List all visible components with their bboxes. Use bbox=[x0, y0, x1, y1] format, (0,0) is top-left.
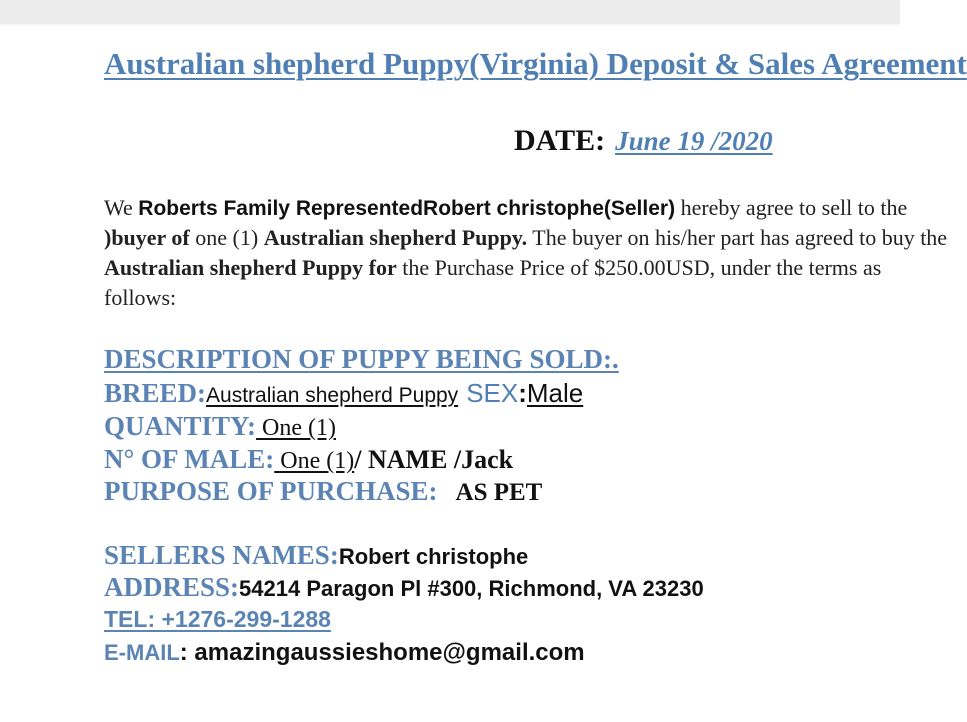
date-label: DATE: bbox=[514, 124, 606, 157]
quantity-row bbox=[104, 411, 336, 442]
description-heading: DESCRIPTION OF PUPPY BEING SOLD:. bbox=[104, 344, 619, 374]
agreement-text: one (1) bbox=[189, 225, 264, 250]
agreement-text: hereby agree to sell to the bbox=[675, 195, 908, 220]
tel-link[interactable]: TEL: +1276-299-1288 bbox=[104, 606, 331, 632]
puppy-name: / NAME /Jack bbox=[354, 445, 514, 474]
date-row bbox=[514, 124, 773, 158]
breed-value: Australian shepherd Puppy bbox=[206, 384, 459, 407]
agreement-text: Australian shepherd Puppy for bbox=[104, 255, 397, 280]
agreement-text: follows: bbox=[104, 285, 177, 310]
sellers-row bbox=[104, 540, 528, 571]
males-label: N° OF MALE: bbox=[104, 444, 275, 474]
sex-colon: : bbox=[518, 378, 527, 408]
males-value: One (1) bbox=[274, 448, 355, 474]
sex-label: SEX bbox=[466, 378, 519, 408]
purpose-row bbox=[104, 476, 542, 507]
purpose-value: AS PET bbox=[455, 479, 543, 506]
agreement-line-1 bbox=[104, 195, 907, 221]
agreement-line-2 bbox=[104, 225, 947, 251]
sellers-value: Robert christophe bbox=[338, 544, 529, 569]
address-label: ADDRESS: bbox=[104, 572, 240, 602]
document-title: Australian shepherd Puppy(Virginia) Deposit & Sales Agreement bbox=[104, 46, 967, 81]
agreement-text: Australian shepherd Puppy. bbox=[263, 225, 528, 250]
breed-label: BREED: bbox=[104, 378, 207, 408]
address-row bbox=[104, 572, 704, 603]
agreement-line-3 bbox=[104, 255, 881, 281]
document-page bbox=[0, 24, 967, 722]
email-value[interactable]: : amazingaussieshome@gmail.com bbox=[179, 639, 585, 666]
purpose-label: PURPOSE OF PURCHASE: bbox=[104, 476, 438, 506]
agreement-text: The buyer on his/her part has agreed to buy the bbox=[527, 225, 948, 250]
email-label: E-MAIL bbox=[104, 640, 180, 665]
tel-row bbox=[104, 606, 331, 633]
sex-value: Male bbox=[526, 378, 584, 408]
quantity-value: One (1) bbox=[256, 415, 337, 441]
males-row bbox=[104, 444, 513, 475]
breed-row bbox=[104, 378, 583, 409]
quantity-label: QUANTITY: bbox=[104, 411, 257, 441]
sellers-label: SELLERS NAMES: bbox=[104, 540, 339, 570]
address-value: 54214 Paragon Pl #300, Richmond, VA 23230 bbox=[239, 576, 704, 601]
agreement-text: We bbox=[104, 195, 139, 220]
seller-name: Roberts Family RepresentedRobert christophe(Seller) bbox=[138, 197, 676, 220]
agreement-text: )buyer of bbox=[104, 225, 190, 250]
email-row bbox=[104, 639, 585, 667]
viewer-top-bar bbox=[0, 0, 900, 24]
agreement-text: the Purchase Price of $250.00USD, under the terms as bbox=[396, 255, 882, 280]
agreement-line-4 bbox=[104, 285, 176, 311]
date-value: June 19 /2020 bbox=[615, 126, 773, 156]
